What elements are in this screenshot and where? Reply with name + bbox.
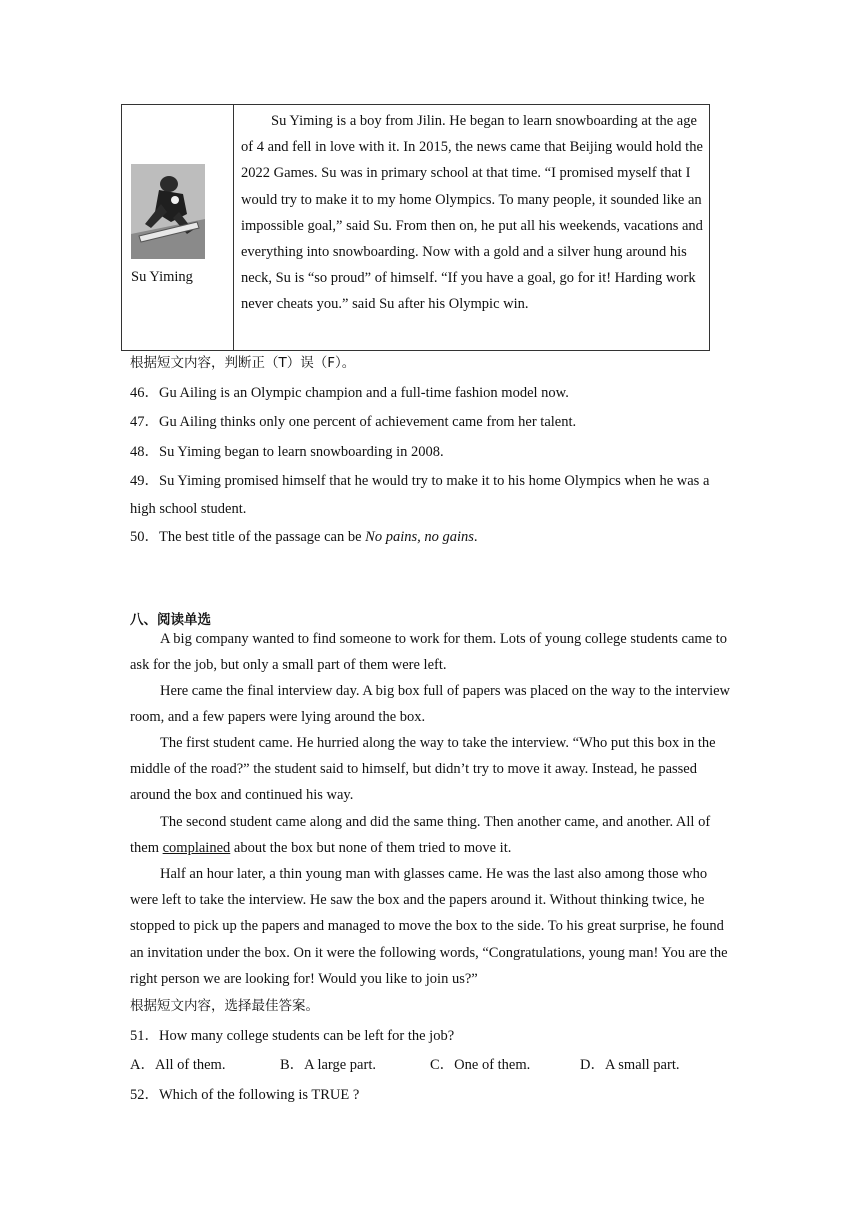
section-title: 八、阅读单选 <box>130 612 211 628</box>
question-51: 51．How many college students can be left for the job? <box>130 1028 455 1044</box>
question-46: 46．Gu Ailing is an Olympic champion and a full-time fashion model now. <box>130 385 569 401</box>
question-50-title: No pains, no gains <box>365 529 474 545</box>
option-d: D．A small part. <box>580 1057 680 1073</box>
underlined-word: complained <box>162 840 231 857</box>
snowboarder-photo <box>131 164 205 259</box>
question-49: 49．Su Yiming promised himself that he would try to make it to his home Olympics when he was a high school student. <box>130 473 710 517</box>
question-50-suffix: . <box>473 529 478 545</box>
paragraph-4-end: about the box but none of them tried to move it. <box>230 840 512 857</box>
question-50 <box>130 527 478 547</box>
snowboarder-photo-icon <box>131 164 205 259</box>
option-b: B．A large part. <box>280 1057 376 1073</box>
question-50-prefix: 50．The best title of the passage can be <box>130 529 366 545</box>
mc-instruction: 根据短文内容，选择最佳答案。 <box>130 998 319 1014</box>
passage-paragraph-3: The first student came. He hurried along the way to take the interview. “Who put this box in the middle of the road?” the student said to himself, but didn’t try to move it away. Instead, he passed around the box and continued his way. <box>130 735 716 804</box>
option-a: A．All of them. <box>130 1057 226 1073</box>
passage-paragraph-2: Here came the final interview day. A big box full of papers was placed on the way to the interview room, and a few papers were lying around the box. <box>130 683 731 726</box>
profile-bio: Su Yiming is a boy from Jilin. He began to learn snowboarding at the age of 4 and fell in love with it. In 2015, the news came that Beijing would hold the 2022 Games. Su was in primary school at that time. “I promised myself that I would try to make it to my home Olympics. To many people, it sounded like an impossible goal,” said Su. From then on, he put all his weekends, vacations and everything into snowboarding. Now with a gold and a silver hung around his neck, Su is “so proud” of himself. “If you have a goal, go for it! Harding work never cheats you.” said Su after his Olympic win. <box>241 113 703 313</box>
question-52: 52．Which of the following is TRUE ? <box>130 1087 360 1103</box>
photo-caption: Su Yiming <box>131 269 193 285</box>
paragraph-4-start: The second student came along and did the same thing. Then another came, and another. All of them <box>130 814 711 857</box>
tf-instruction: 根据短文内容，判断正（T）误（F）。 <box>130 355 356 371</box>
table-divider <box>233 105 234 350</box>
passage-paragraph-1: A big company wanted to find someone to work for them. Lots of young college students came to ask for the job, but only a small part of them were left. <box>130 631 727 674</box>
passage-paragraph-5: Half an hour later, a thin young man with glasses came. He was the last also among those who were left to take the interview. He saw the box and the papers around it. Without thinking twice, he stopped to pick up the papers and managed to move the box to the side. To his great surprise, he found an invitation under the box. On it were the following words, “Congratulations, young man! You are the right person we are looking for! Would you like to join us?” <box>130 866 728 987</box>
profile-table <box>121 104 710 351</box>
question-48: 48．Su Yiming began to learn snowboarding in 2008. <box>130 444 444 460</box>
option-c: C．One of them. <box>430 1057 531 1073</box>
passage-paragraph-4 <box>130 809 730 861</box>
question-47: 47．Gu Ailing thinks only one percent of achievement came from her talent. <box>130 414 577 430</box>
